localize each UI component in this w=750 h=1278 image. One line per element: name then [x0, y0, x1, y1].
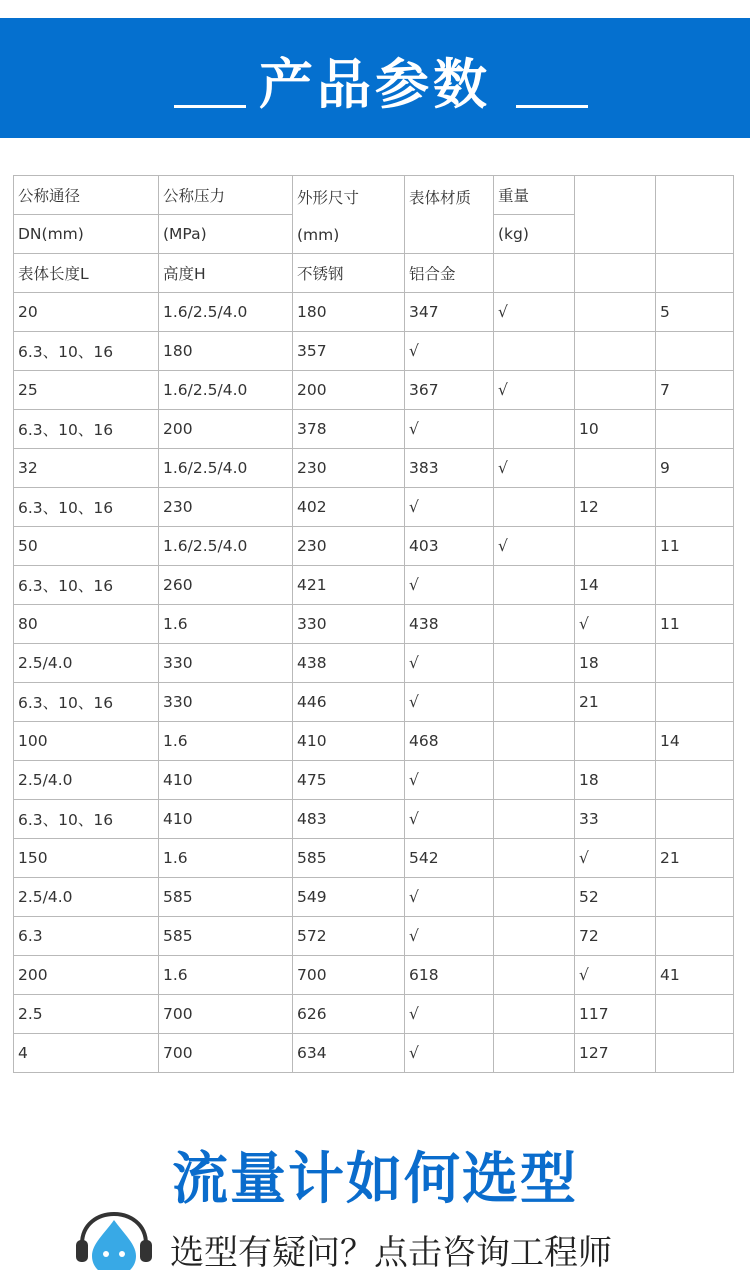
table-row — [14, 995, 734, 1034]
table-cell: 330 — [159, 644, 293, 683]
table-cell: 6.3、10、16 — [14, 410, 159, 449]
table-cell: 438 — [405, 605, 494, 644]
table-cell — [494, 839, 575, 878]
banner-title: 产品参数 — [259, 53, 491, 116]
table-cell: 626 — [293, 995, 405, 1034]
table-row — [14, 683, 734, 722]
table-cell — [494, 761, 575, 800]
table-cell: 127 — [575, 1034, 656, 1073]
table-cell — [494, 800, 575, 839]
table-cell — [575, 722, 656, 761]
table-cell: 52 — [575, 878, 656, 917]
table-cell: √ — [405, 410, 494, 449]
header-cell: (MPa) — [159, 215, 293, 254]
table-cell: 200 — [159, 410, 293, 449]
header-cell-unit: (mm) — [297, 226, 340, 244]
table-row — [14, 410, 734, 449]
table-cell: 549 — [293, 878, 405, 917]
table-cell: √ — [494, 449, 575, 488]
header-cell: 高度H — [159, 254, 293, 293]
table-cell: 330 — [293, 605, 405, 644]
table-cell — [494, 410, 575, 449]
header-cell — [575, 176, 656, 254]
table-cell: √ — [575, 605, 656, 644]
table-cell: 347 — [405, 293, 494, 332]
header-cell: 公称压力 — [159, 176, 293, 215]
table-row — [14, 1034, 734, 1073]
table-cell — [656, 1034, 734, 1073]
table-cell: 6.3 — [14, 917, 159, 956]
table-cell: √ — [405, 917, 494, 956]
table-cell: 1.6 — [159, 839, 293, 878]
header-cell: 表体长度L — [14, 254, 159, 293]
table-row — [14, 566, 734, 605]
table-row — [14, 371, 734, 410]
table-cell: 700 — [293, 956, 405, 995]
table-cell: 2.5/4.0 — [14, 644, 159, 683]
table-cell: 21 — [575, 683, 656, 722]
table-cell — [656, 410, 734, 449]
table-cell — [656, 917, 734, 956]
table-cell: 6.3、10、16 — [14, 683, 159, 722]
table-cell: 410 — [293, 722, 405, 761]
table-cell: 1.6 — [159, 956, 293, 995]
table-cell: 1.6/2.5/4.0 — [159, 293, 293, 332]
header-cell — [656, 176, 734, 254]
table-cell: 230 — [293, 527, 405, 566]
table-cell: 2.5 — [14, 995, 159, 1034]
table-cell: 100 — [14, 722, 159, 761]
table-cell: √ — [494, 293, 575, 332]
table-row — [14, 449, 734, 488]
table-cell: 9 — [656, 449, 734, 488]
table-cell: 330 — [159, 683, 293, 722]
banner-rule-right — [516, 105, 588, 108]
table-cell: √ — [405, 761, 494, 800]
table-cell — [494, 566, 575, 605]
table-cell: 180 — [159, 332, 293, 371]
table-cell: 585 — [159, 878, 293, 917]
table-cell: 20 — [14, 293, 159, 332]
table-cell: 32 — [14, 449, 159, 488]
table-cell: 230 — [293, 449, 405, 488]
table-cell: √ — [405, 488, 494, 527]
table-cell: 180 — [293, 293, 405, 332]
table-cell: 200 — [293, 371, 405, 410]
table-header-row — [14, 176, 734, 215]
table-cell: 41 — [656, 956, 734, 995]
table-row — [14, 917, 734, 956]
table-cell: 1.6 — [159, 722, 293, 761]
table-cell: 80 — [14, 605, 159, 644]
table-cell: 446 — [293, 683, 405, 722]
table-cell: 2.5/4.0 — [14, 761, 159, 800]
table-cell: 468 — [405, 722, 494, 761]
header-cell: DN(mm) — [14, 215, 159, 254]
table-cell: 402 — [293, 488, 405, 527]
table-cell: 700 — [159, 995, 293, 1034]
table-cell: 72 — [575, 917, 656, 956]
table-cell — [575, 527, 656, 566]
table-cell: 367 — [405, 371, 494, 410]
table-cell: √ — [405, 683, 494, 722]
table-cell: 200 — [14, 956, 159, 995]
table-cell: 150 — [14, 839, 159, 878]
table-cell: 542 — [405, 839, 494, 878]
table-cell: 410 — [159, 800, 293, 839]
table-cell: 11 — [656, 605, 734, 644]
table-cell — [494, 722, 575, 761]
table-cell — [494, 956, 575, 995]
header-cell: 表体材质 — [405, 176, 494, 254]
table-cell: 4 — [14, 1034, 159, 1073]
table-row — [14, 293, 734, 332]
table-cell: 483 — [293, 800, 405, 839]
table-cell — [656, 332, 734, 371]
table-cell: 438 — [293, 644, 405, 683]
table-cell: 50 — [14, 527, 159, 566]
table-cell: 260 — [159, 566, 293, 605]
table-cell — [494, 1034, 575, 1073]
table-cell: 421 — [293, 566, 405, 605]
header-cell: 公称通径 — [14, 176, 159, 215]
table-cell: √ — [575, 956, 656, 995]
header-cell: 铝合金 — [405, 254, 494, 293]
table-row — [14, 956, 734, 995]
table-cell: √ — [494, 527, 575, 566]
table-cell: √ — [575, 839, 656, 878]
table-cell — [656, 995, 734, 1034]
table-cell: √ — [405, 332, 494, 371]
table-cell: √ — [405, 878, 494, 917]
table-cell: 25 — [14, 371, 159, 410]
table-cell: √ — [405, 1034, 494, 1073]
table-cell: 585 — [293, 839, 405, 878]
banner — [0, 18, 750, 138]
table-cell: 117 — [575, 995, 656, 1034]
table-cell — [494, 332, 575, 371]
table-cell — [656, 761, 734, 800]
table-cell: √ — [405, 566, 494, 605]
table-header-row — [14, 254, 734, 293]
table-cell: 700 — [159, 1034, 293, 1073]
header-cell — [656, 254, 734, 293]
table-cell: √ — [405, 800, 494, 839]
table-cell — [494, 917, 575, 956]
table-cell: 12 — [575, 488, 656, 527]
header-cell — [575, 254, 656, 293]
table-cell: 2.5/4.0 — [14, 878, 159, 917]
table-cell: 475 — [293, 761, 405, 800]
table-cell: 230 — [159, 488, 293, 527]
header-cell-text: 外形尺寸 — [297, 189, 360, 207]
table-cell: 14 — [575, 566, 656, 605]
table-cell: √ — [494, 371, 575, 410]
table-row — [14, 644, 734, 683]
table-row — [14, 527, 734, 566]
table-row — [14, 722, 734, 761]
table-row — [14, 878, 734, 917]
table-cell: 6.3、10、16 — [14, 800, 159, 839]
table-cell: 10 — [575, 410, 656, 449]
table-cell — [656, 683, 734, 722]
header-cell: 重量 — [494, 176, 575, 215]
table-cell: 18 — [575, 644, 656, 683]
table-cell — [575, 293, 656, 332]
table-row — [14, 839, 734, 878]
table-cell: 6.3、10、16 — [14, 332, 159, 371]
table-cell: 383 — [405, 449, 494, 488]
table-cell: 410 — [159, 761, 293, 800]
table-cell: 634 — [293, 1034, 405, 1073]
table-row — [14, 332, 734, 371]
parameter-table — [13, 175, 734, 1073]
table-cell — [656, 878, 734, 917]
table-cell — [494, 995, 575, 1034]
table-cell — [494, 605, 575, 644]
header-cell — [494, 254, 575, 293]
consult-engineer-link[interactable]: 选型有疑问？点击咨询工程师 — [170, 1233, 612, 1273]
section-title: 流量计如何选型 — [172, 1147, 578, 1212]
water-drop-headset-icon[interactable] — [74, 1210, 154, 1270]
table-row — [14, 800, 734, 839]
table-cell: 1.6/2.5/4.0 — [159, 527, 293, 566]
table-cell — [575, 371, 656, 410]
table-cell: 21 — [656, 839, 734, 878]
table-cell: 6.3、10、16 — [14, 488, 159, 527]
header-cell — [293, 176, 405, 254]
table-row — [14, 488, 734, 527]
table-cell: 618 — [405, 956, 494, 995]
header-cell: 不锈钢 — [293, 254, 405, 293]
table-row — [14, 605, 734, 644]
table-cell: 585 — [159, 917, 293, 956]
table-cell: √ — [405, 995, 494, 1034]
table-cell — [575, 332, 656, 371]
table-cell: √ — [405, 644, 494, 683]
table-cell — [656, 488, 734, 527]
table-cell — [575, 449, 656, 488]
table-cell — [494, 488, 575, 527]
table-row — [14, 761, 734, 800]
table-cell — [656, 566, 734, 605]
table-cell — [656, 800, 734, 839]
table-cell: 1.6/2.5/4.0 — [159, 371, 293, 410]
table-cell: 11 — [656, 527, 734, 566]
table-cell: 7 — [656, 371, 734, 410]
table-cell: 378 — [293, 410, 405, 449]
table-cell: 572 — [293, 917, 405, 956]
table-cell — [494, 644, 575, 683]
table-cell — [494, 878, 575, 917]
header-cell: (kg) — [494, 215, 575, 254]
table-cell: 33 — [575, 800, 656, 839]
table-cell: 18 — [575, 761, 656, 800]
table-cell: 403 — [405, 527, 494, 566]
table-cell: 14 — [656, 722, 734, 761]
table-cell — [656, 644, 734, 683]
table-cell: 6.3、10、16 — [14, 566, 159, 605]
table-cell: 357 — [293, 332, 405, 371]
table-cell: 1.6 — [159, 605, 293, 644]
table-cell — [494, 683, 575, 722]
table-cell: 1.6/2.5/4.0 — [159, 449, 293, 488]
table-cell: 5 — [656, 293, 734, 332]
